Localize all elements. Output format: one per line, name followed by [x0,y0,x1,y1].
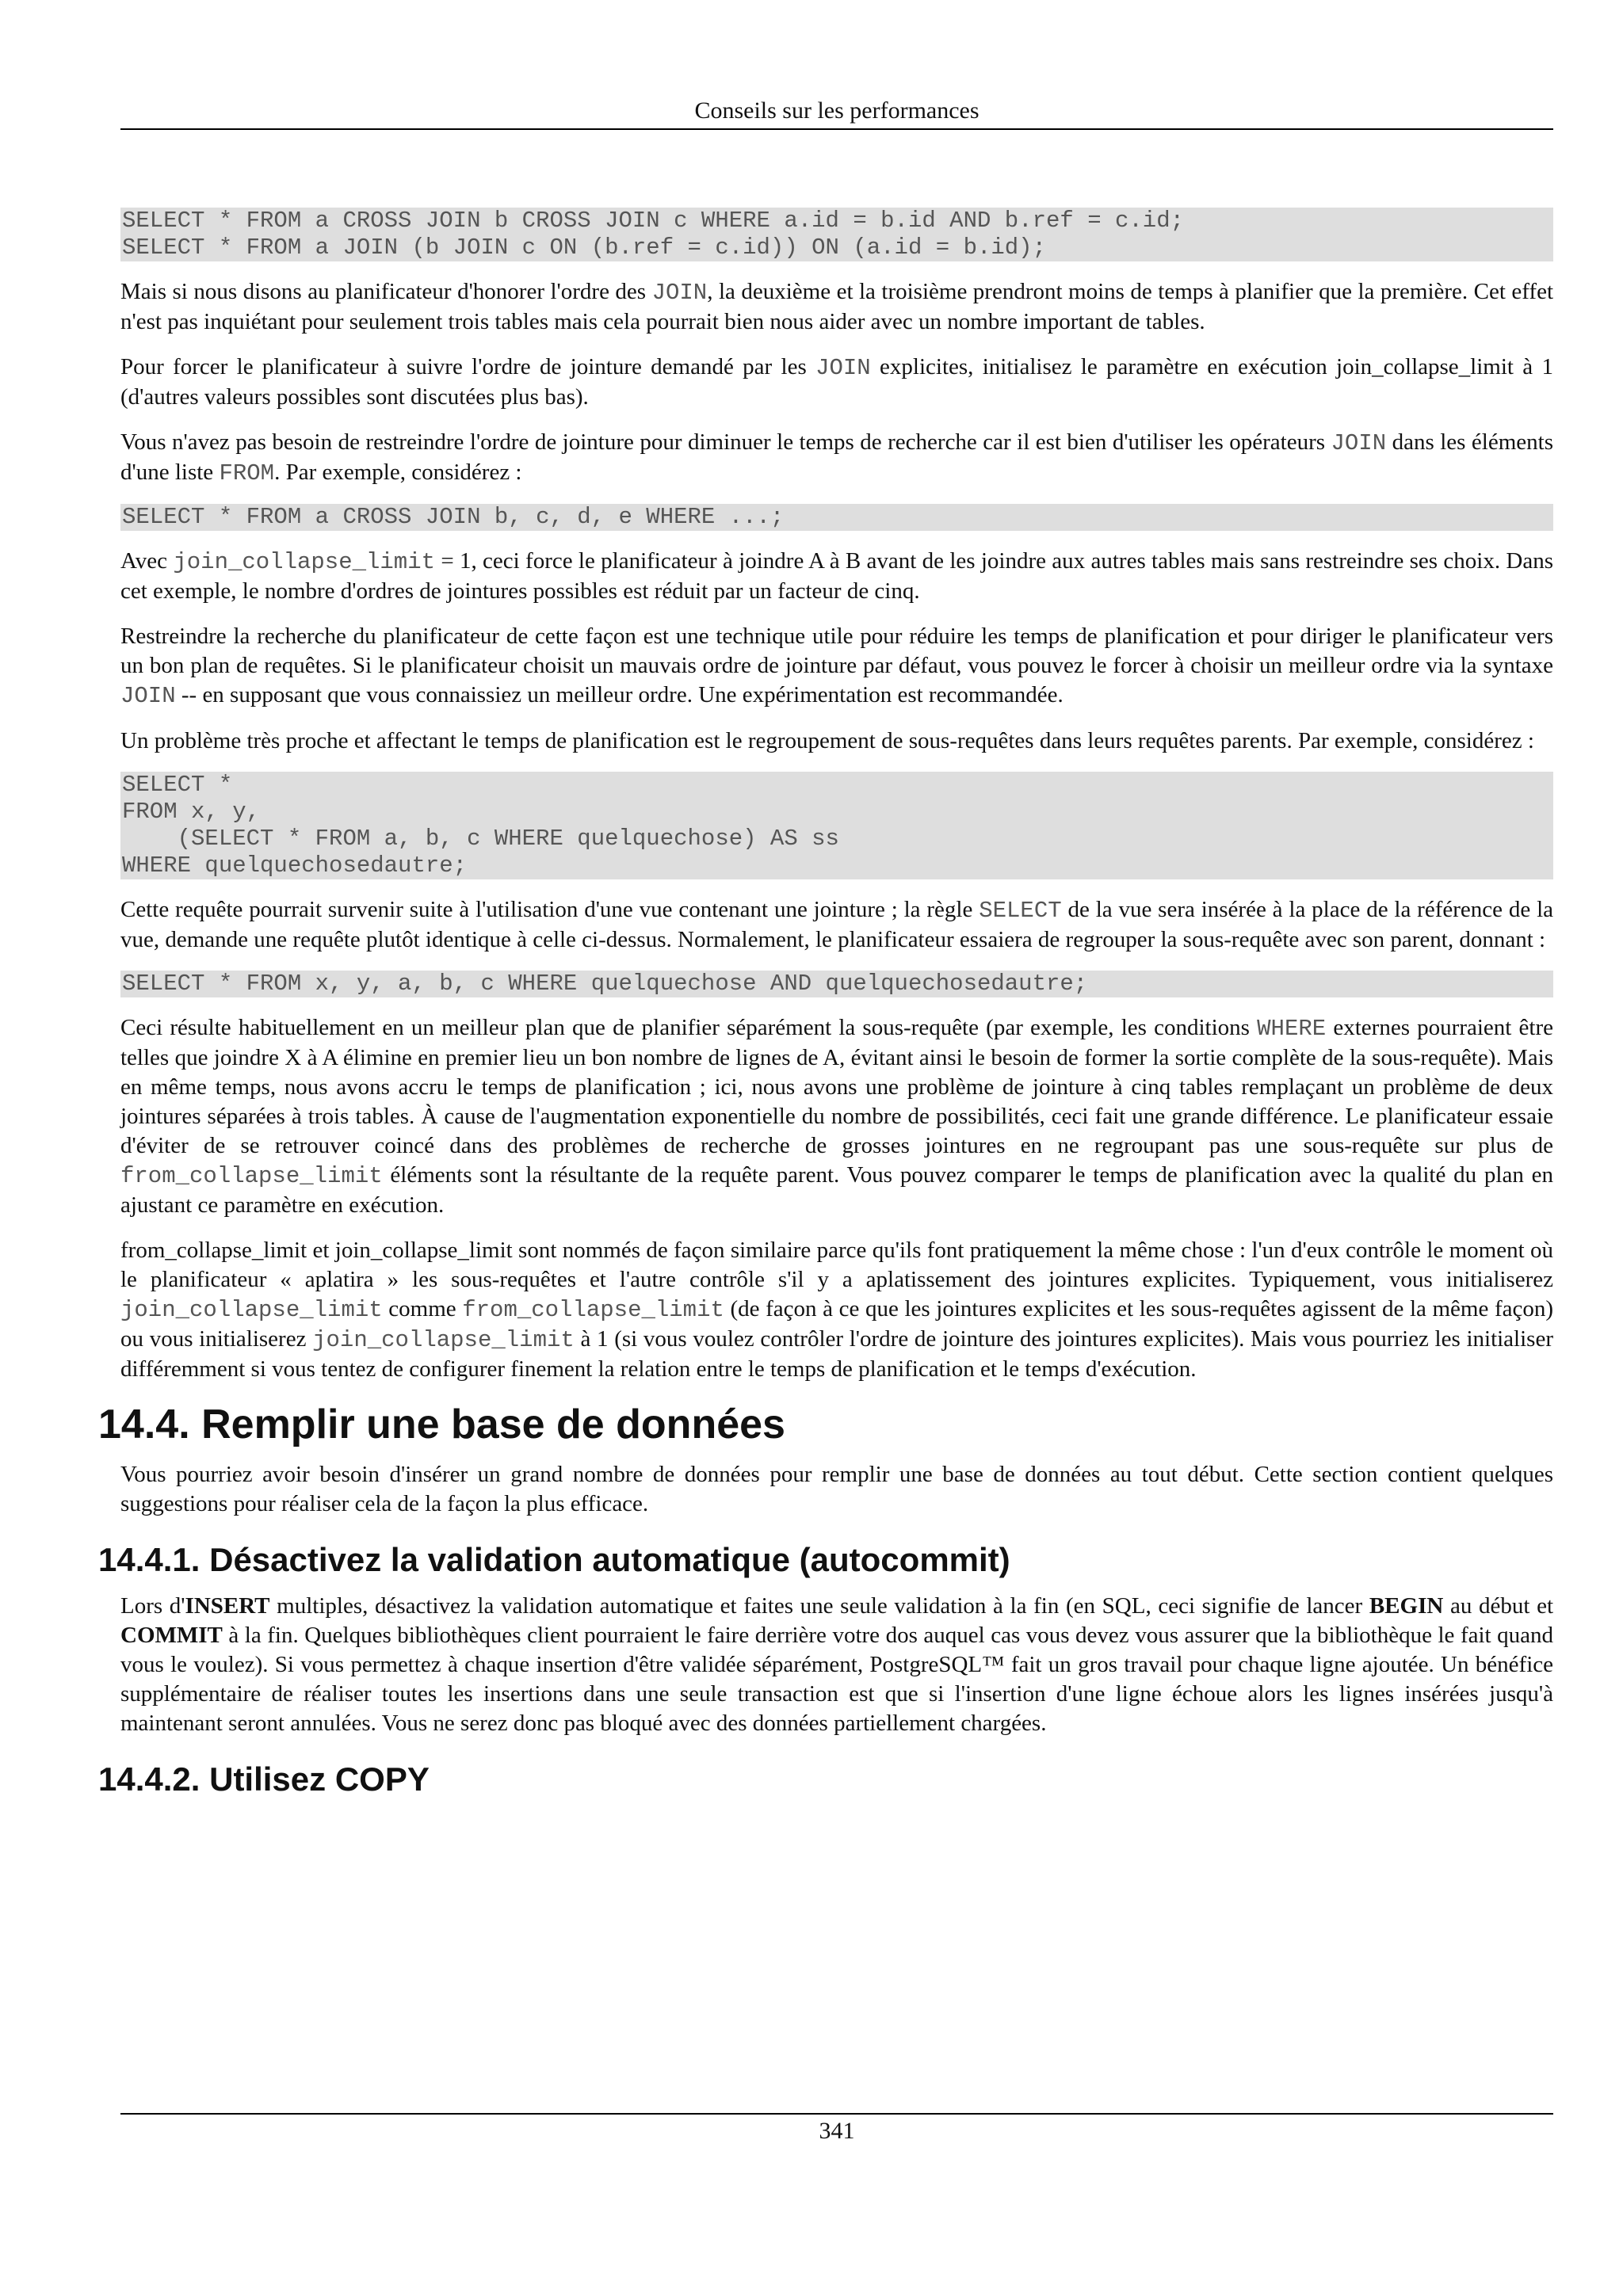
bold-keyword: BEGIN [1369,1593,1444,1619]
paragraph: Vous n'avez pas besoin de restreindre l'ordre de jointure pour diminuer le temps de recherche car il est bien d'utiliser les opérateurs JOIN dans les éléments d'une liste FROM. Par exemple, considérez : [120,429,1553,486]
paragraph: Lors d'INSERT multiples, désactivez la validation automatique et faites une seule validation à la fin (en SQL, ceci signifie de lancer BEGIN au début et COMMIT à la fin. Quelques bibliothèques client pourraient le faire derrière votre dos auquel cas vous devez vous assurer que la bibliothèque le fait quand vous le voulez). Si vous permettez à chaque insertion d'être validée séparément, PostgreSQL™ fait un gros travail pour chaque ligne ajoutée. Un bénéfice supplémentaire de réaliser toutes les insertions dans une seule transaction est que si l'insertion d'une ligne échoue alors les lignes insérées jusqu'à maintenant seront annulées. Vous ne serez donc pas bloqué avec des données partiellement chargées. [120,1593,1553,1736]
paragraph: Avec join_collapse_limit = 1, ceci force le planificateur à joindre A à B avant de les joindre aux autres tables mais sans restreindre ses choix. Dans cet exemple, le nombre d'ordres de jointures possibles est réduit par un facteur de cinq. [120,548,1553,604]
paragraph: Ceci résulte habituellement en un meilleur plan que de planifier séparément la sous-requête (par exemple, les conditions WHERE externes pourraient être telles que joindre X à A élimine en premier lieu un bon nombre de lignes de A, évitant ainsi le besoin de former la sortie complète de la sous-requête). Mais en même temps, nous avons accru le temps de planification ; ici, nous avons une problème de jointure à cinq tables remplaçant un problème de deux jointures séparées à trois tables. À cause de l'augmentation exponentielle du nombre de possibilités, ceci fait une grande différence. Le planificateur essaie d'éviter de se retrouver coincé dans des problèmes de recherche de grosses jointures en ne regroupant pas une sous-requête sur plus de from_collapse_limit éléments sont la résultante de la requête parent. Vous pouvez comparer le temps de planification avec la qualité du plan en ajustant ce paramètre en exécution. [120,1015,1553,1218]
code-block-cross-join: SELECT * FROM a CROSS JOIN b, c, d, e WHERE ...; [120,504,1553,531]
section-heading: 14.4. Remplir une base de données [98,1402,785,1447]
bold-keyword: INSERT [185,1593,270,1619]
code-block-subquery: SELECT * FROM x, y, (SELECT * FROM a, b, c WHERE quelquechose) AS ss WHERE quelquechosedautre; [120,772,1553,879]
inline-code: JOIN [651,280,708,306]
inline-code: join_collapse_limit [312,1327,575,1353]
paragraph: Restreindre la recherche du planificateur de cette façon est une technique utile pour réduire les temps de planification et pour diriger le planificateur vers un bon plan de requêtes. Si le planificateur choisit un mauvais ordre de jointure par défaut, vous pouvez le forcer à choisir un meilleur ordre via la syntaxe JOIN -- en supposant que vous connaissiez un meilleur ordre. Une expérimentation est recommandée. [120,624,1553,709]
page-number: 341 [819,2118,855,2144]
inline-code: from_collapse_limit [462,1297,724,1323]
inline-code: SELECT [979,898,1062,924]
paragraph: Cette requête pourrait survenir suite à l'utilisation d'une vue contenant une jointure ; la règle SELECT de la vue sera insérée à la place de la référence de la vue, demande une requête plutôt identique à celle ci-dessus. Normalement, le planificateur essaiera de regrouper la sous-requête avec son parent, donnant : [120,897,1554,952]
paragraph: Un problème très proche et affectant le temps de planification est le regroupement de sous-requêtes dans leurs requêtes parents. Par exemple, considérez : [120,728,1534,753]
bold-keyword: COMMIT [120,1623,223,1648]
subsection-heading: 14.4.2. Utilisez COPY [98,1760,430,1798]
header-rule [120,128,1553,130]
paragraph: from_collapse_limit et join_collapse_limit sont nommés de façon similaire parce qu'ils font pratiquement la même chose : l'un d'eux contrôle le moment où le planificateur « aplatira » les sous-requêtes et l'autre contrôle s'il y a aplatissement des jointures explicites. Typiquement, vous initialiserez join_collapse_limit comme from_collapse_limit (de façon à ce que les jointures explicites et les sous-requêtes agissent de la même façon) ou vous initialiserez join_collapse_limit à 1 (si vous voulez contrôler l'ordre de jointure des jointures explicites). Mais vous pourriez les initialiser différemment si vous tentez de configurer finement la relation entre le temps de planification et le temps d'exécution. [120,1238,1554,1382]
footer-rule [120,2113,1553,2115]
code-block-flattened: SELECT * FROM x, y, a, b, c WHERE quelquechose AND quelquechosedautre; [120,971,1553,997]
paragraph: Vous pourriez avoir besoin d'insérer un grand nombre de données pour remplir une base de données au tout début. Cette section contient quelques suggestions pour réaliser cela de la façon la plus efficace. [120,1462,1553,1516]
inline-code: from_collapse_limit [120,1163,383,1189]
running-header: Conseils sur les performances [694,97,980,124]
inline-code: JOIN [120,683,176,709]
inline-code: join_collapse_limit [120,1297,383,1323]
inline-code: join_collapse_limit [173,549,436,575]
inline-code: JOIN [1331,430,1387,456]
page-content [98,208,1554,1811]
inline-code: WHERE [1257,1016,1327,1042]
paragraph: Mais si nous disons au planificateur d'honorer l'ordre des JOIN, la deuxième et la troisième prendront moins de temps à planifier que la première. Cet effet n'est pas inquiétant pour seulement trois tables mais cela pourrait bien nous aider avec un nombre important de tables. [120,279,1553,334]
inline-code: JOIN [815,355,871,381]
subsection-heading: 14.4.1. Désactivez la validation automatique (autocommit) [98,1541,1010,1578]
inline-code: FROM [219,460,275,486]
code-block-join-queries: SELECT * FROM a CROSS JOIN b CROSS JOIN c WHERE a.id = b.id AND b.ref = c.id; SELECT * FROM a JOIN (b JOIN c ON (b.ref = c.id)) ON (a.id = b.id); [120,208,1553,261]
paragraph: Pour forcer le planificateur à suivre l'ordre de jointure demandé par les JOIN explicites, initialisez le paramètre en exécution join_collapse_limit à 1 (d'autres valeurs possibles sont discutées plus bas). [120,354,1553,410]
